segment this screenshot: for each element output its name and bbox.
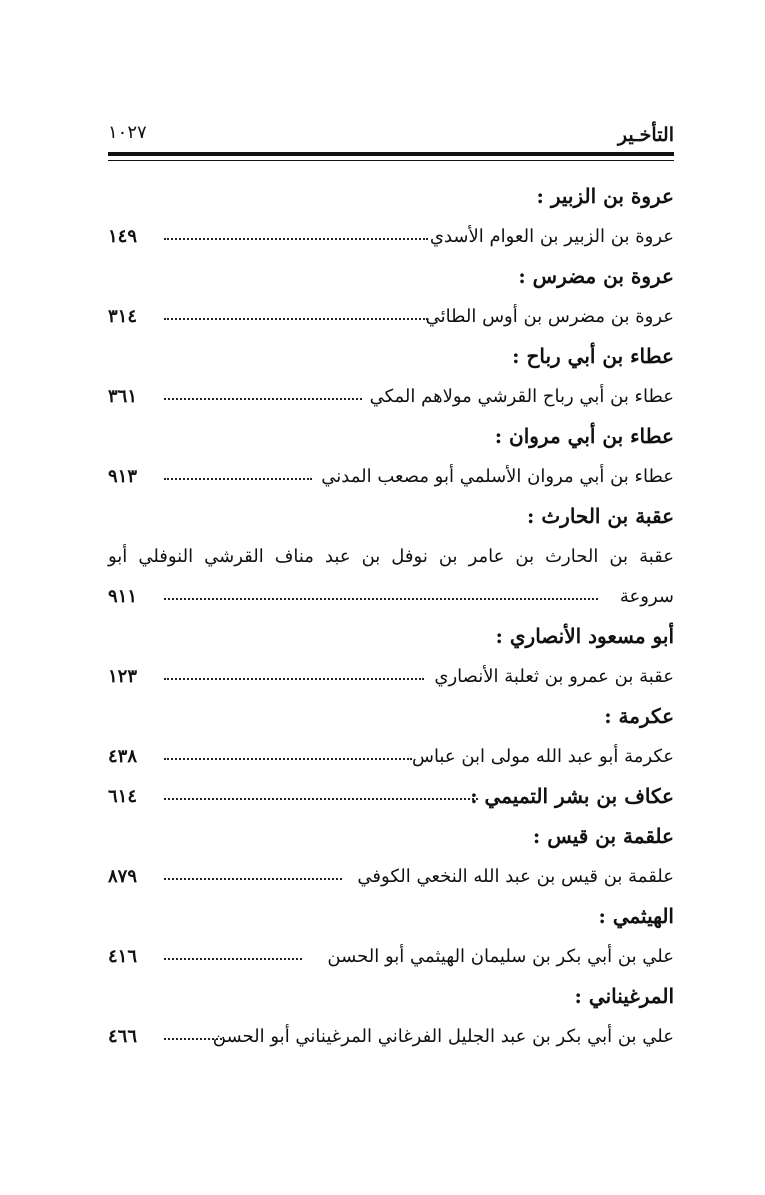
entry-page-number: ٦١٤ xyxy=(108,786,138,807)
index-heading xyxy=(108,178,674,218)
index-entry xyxy=(108,658,674,698)
index-entry xyxy=(108,218,674,258)
dot-leader xyxy=(164,958,302,960)
index-heading xyxy=(108,898,674,938)
index-heading xyxy=(108,498,674,538)
index-heading xyxy=(108,338,674,378)
entry-text: عقبة بن عمرو بن ثعلبة الأنصاري xyxy=(434,666,674,687)
index-entry-continued xyxy=(108,538,674,578)
index-heading xyxy=(108,978,674,1018)
entry-text: عكرمة أبو عبد الله مولى ابن عباس xyxy=(411,746,674,767)
entry-text: عطاء بن أبي مروان الأسلمي أبو مصعب المدني xyxy=(321,466,674,487)
index-heading xyxy=(108,258,674,298)
dot-leader xyxy=(164,478,312,480)
heading-text: عطاء بن أبي رباح : xyxy=(512,344,674,368)
heading-text: الهيثمي : xyxy=(598,904,674,928)
dot-leader xyxy=(164,678,424,680)
entry-text: عطاء بن أبي رباح القرشي مولاهم المكي xyxy=(369,386,674,407)
index-entry xyxy=(108,738,674,778)
heading-text: عقبة بن الحارث : xyxy=(526,504,674,528)
heading-text: عروة بن مضرس : xyxy=(518,264,674,288)
entry-page-number: ١٢٣ xyxy=(108,666,138,687)
entry-text: عروة بن مضرس بن أوس الطائي xyxy=(425,306,674,327)
index-entry xyxy=(108,378,674,418)
index-heading-entry xyxy=(108,778,674,818)
heading-text: عكرمة : xyxy=(604,704,674,728)
heading-text: عطاء بن أبي مروان : xyxy=(494,424,674,448)
index-heading xyxy=(108,418,674,458)
entry-page-number: ٣٦١ xyxy=(108,386,138,407)
entry-page-number: ٨٧٩ xyxy=(108,866,138,887)
book-page xyxy=(108,108,674,1108)
dot-leader xyxy=(164,398,362,400)
entry-text: عروة بن الزبير بن العوام الأسدي xyxy=(429,226,674,247)
index-heading xyxy=(108,698,674,738)
entry-text: سروعة xyxy=(619,586,674,607)
dot-leader xyxy=(164,758,412,760)
entry-text: علي بن أبي بكر بن عبد الجليل الفرغاني المرغيناني أبو الحسن xyxy=(212,1026,674,1047)
dot-leader xyxy=(164,1038,222,1040)
index-entry xyxy=(108,458,674,498)
index-entry xyxy=(108,578,674,618)
dot-leader xyxy=(164,238,428,240)
entry-page-number: ٤١٦ xyxy=(108,946,138,967)
index-entry xyxy=(108,938,674,978)
entry-page-number: ٤٣٨ xyxy=(108,746,138,767)
dot-leader xyxy=(164,878,342,880)
index-entry xyxy=(108,1018,674,1058)
index-list xyxy=(108,178,674,1058)
entry-text: علي بن أبي بكر بن سليمان الهيثمي أبو الحسن xyxy=(327,946,674,967)
entry-page-number: ٣١٤ xyxy=(108,306,138,327)
heading-text: المرغيناني : xyxy=(574,984,674,1008)
entry-page-number: ١٤٩ xyxy=(108,226,138,247)
index-entry xyxy=(108,858,674,898)
index-heading xyxy=(108,618,674,658)
entry-page-number: ٩١١ xyxy=(108,586,138,607)
index-heading xyxy=(108,818,674,858)
entry-text-line-1: عقبة بن الحارث بن عامر بن نوفل بن عبد مناف القرشي النوفلي أبو xyxy=(108,546,674,567)
index-entry xyxy=(108,298,674,338)
heading-text: عروة بن الزبير : xyxy=(536,184,674,208)
entry-page-number: ٩١٣ xyxy=(108,466,138,487)
dot-leader xyxy=(164,598,598,600)
heading-text: أبو مسعود الأنصاري : xyxy=(495,624,674,648)
header-rule-thick xyxy=(108,152,674,156)
entry-text: علقمة بن قيس بن عبد الله النخعي الكوفي xyxy=(357,866,674,887)
running-header xyxy=(108,122,674,152)
entry-page-number: ٤٦٦ xyxy=(108,1026,138,1047)
heading-text: علقمة بن قيس : xyxy=(532,824,674,848)
dot-leader xyxy=(164,798,478,800)
chapter-title: التأخـير xyxy=(617,124,674,146)
page-number: ١٠٢٧ xyxy=(108,122,147,143)
heading-text: عكاف بن بشر التميمي : xyxy=(470,784,674,808)
header-rule-thin xyxy=(108,160,674,161)
dot-leader xyxy=(164,318,428,320)
